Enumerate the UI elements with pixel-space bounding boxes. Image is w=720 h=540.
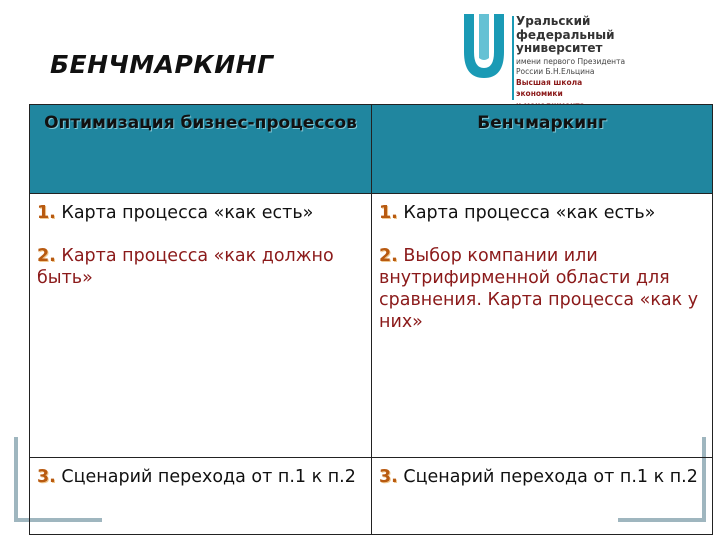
item-number: 3. bbox=[379, 467, 398, 487]
table-row bbox=[30, 194, 713, 458]
comparison-table bbox=[29, 104, 713, 535]
table-cell bbox=[372, 194, 713, 458]
item-text: Сценарий перехода от п.1 к п.2 bbox=[61, 467, 356, 487]
list-item bbox=[379, 202, 704, 224]
slide-title: БЕНЧМАРКИНГ bbox=[50, 50, 274, 79]
item-text: Карта процесса «как должно быть» bbox=[37, 246, 334, 288]
item-number: 1. bbox=[379, 203, 398, 223]
logo-name-line: Уральский bbox=[516, 14, 591, 28]
logo-name-line: федеральный bbox=[516, 27, 615, 42]
list-item bbox=[379, 245, 704, 333]
header-optimization: Оптимизация бизнес-процессов bbox=[30, 105, 372, 194]
logo-subtitle-line: имени первого Президента bbox=[516, 56, 626, 66]
logo-school-line: экономики bbox=[516, 89, 563, 98]
logo-divider bbox=[512, 16, 514, 100]
item-text: Карта процесса «как есть» bbox=[403, 203, 656, 223]
list-item bbox=[37, 245, 363, 289]
decorative-bracket bbox=[14, 437, 18, 522]
table-row bbox=[30, 458, 713, 535]
table-cell bbox=[30, 458, 372, 535]
item-text: Карта процесса «как есть» bbox=[61, 203, 314, 223]
item-number: 2. bbox=[37, 246, 56, 266]
table-cell bbox=[372, 458, 713, 535]
logo-text bbox=[516, 15, 711, 110]
header-benchmarking: Бенчмаркинг bbox=[372, 105, 713, 194]
logo-school-line: Высшая школа bbox=[516, 77, 583, 87]
item-text: Сценарий перехода от п.1 к п.2 bbox=[403, 467, 698, 487]
item-text: Выбор компании или внутрифирменной области для сравнения. Карта процесса «как у них» bbox=[379, 246, 699, 332]
list-item bbox=[37, 202, 363, 224]
logo-name-line: университет bbox=[516, 41, 603, 55]
university-logo bbox=[462, 12, 712, 102]
item-number: 2. bbox=[379, 246, 398, 266]
item-number: 1. bbox=[37, 203, 56, 223]
table-cell bbox=[30, 194, 372, 458]
urfu-logo-icon bbox=[462, 12, 506, 82]
item-number: 3. bbox=[37, 467, 56, 487]
table-header-row bbox=[30, 105, 713, 194]
logo-subtitle-line: России Б.Н.Ельцина bbox=[516, 66, 595, 76]
